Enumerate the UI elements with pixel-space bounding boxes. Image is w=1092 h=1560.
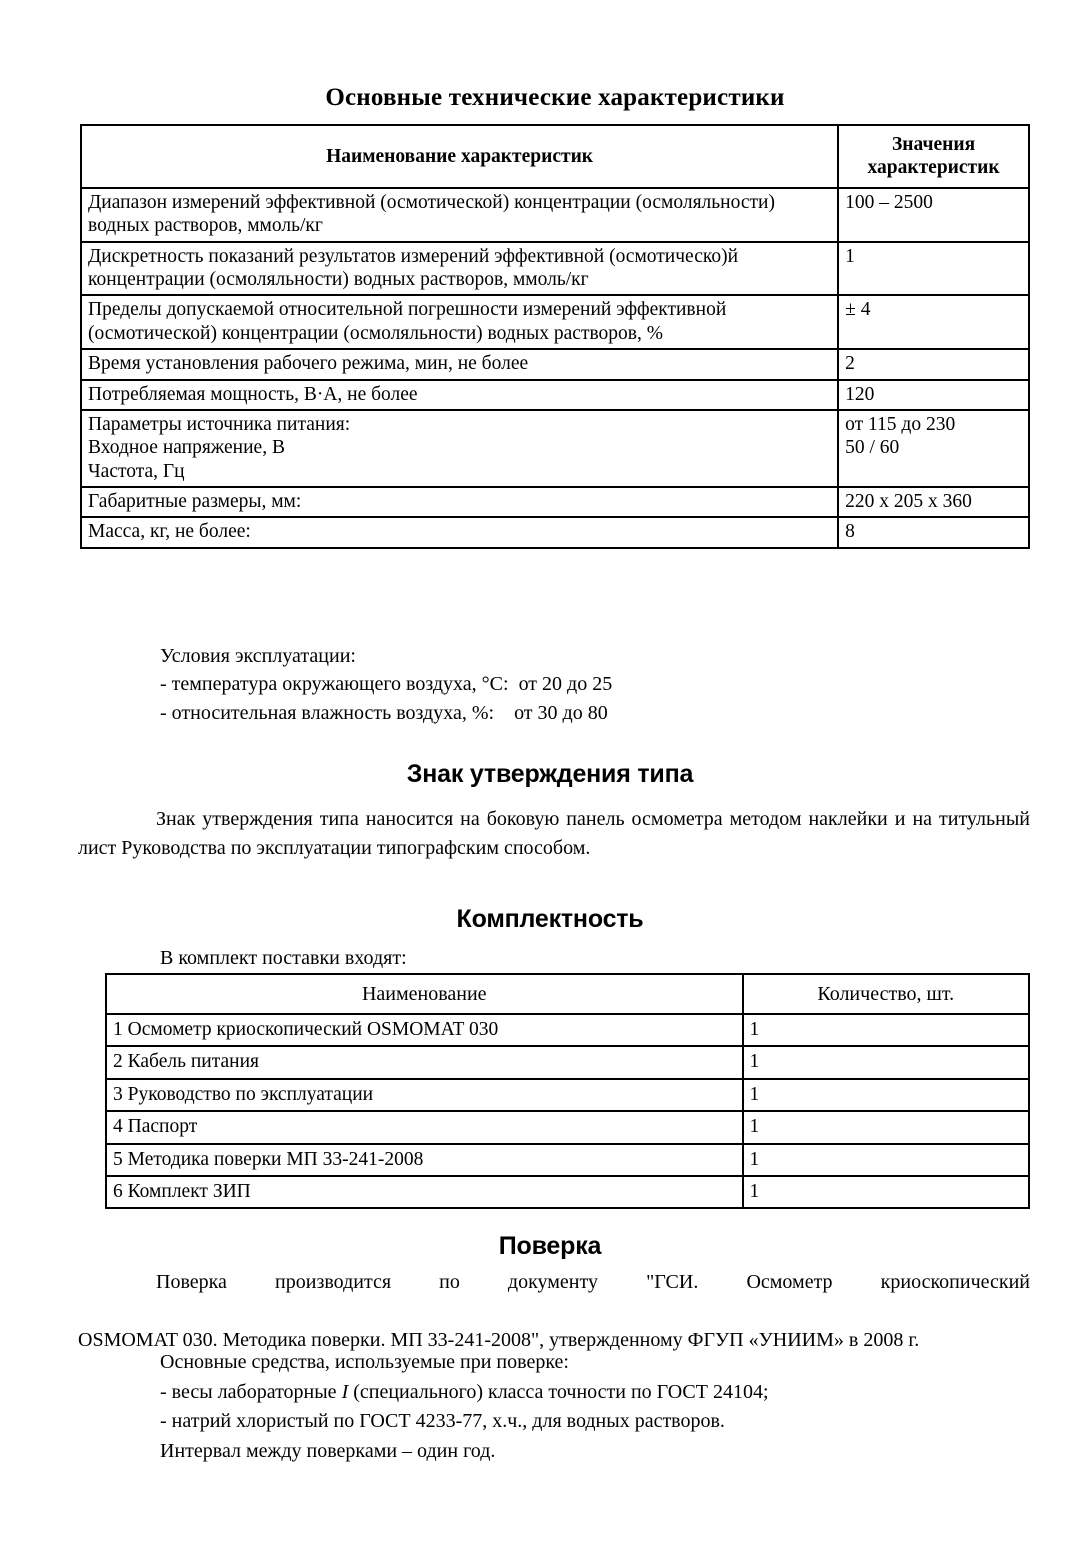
column-header-item-quantity: Количество, шт.: [743, 974, 1029, 1014]
verification-paragraph-rest: OSMOMAT 030. Методика поверки. МП 33-241-2008", утвержденному ФГУП «УНИИМ» в 2008 г.: [78, 1329, 920, 1352]
verification-means-item-scales: [160, 1378, 1020, 1408]
spec-name: Масса, кг, не более:: [81, 517, 838, 547]
page-title: Основные технические характеристики: [325, 84, 785, 111]
spec-name: Пределы допускаемой относительной погрешности измерений эффективной (осмотической) концентрации (осмоляльности) водных растворов, %: [81, 295, 838, 349]
kit-item-quantity: 1: [743, 1014, 1029, 1046]
kit-item-name: 1 Осмометр криоскопический OSMOMAT 030: [106, 1014, 743, 1046]
section-heading-verification: Поверка: [498, 1232, 602, 1260]
verification-means-block: [160, 1348, 1020, 1466]
spec-name: Потребляемая мощность, В·А, не более: [81, 380, 838, 410]
table-row: [81, 517, 1029, 547]
means-scales-suffix: (специального) класса точности по ГОСТ 24104;: [348, 1380, 769, 1403]
table-header-row: [106, 974, 1029, 1014]
section-heading-type-mark: Знак утверждения типа: [406, 760, 694, 788]
verification-means-heading: Основные средства, используемые при поверке:: [160, 1351, 569, 1373]
verification-paragraph-line1: Поверка производится по документу "ГСИ. Осмометр криоскопический: [156, 1271, 1030, 1293]
verification-means-item-sodium-chloride: - натрий хлористый по ГОСТ 4233-77, х.ч., для водных растворов.: [160, 1410, 725, 1433]
column-header-item-name: Наименование: [106, 974, 743, 1014]
spec-value: 120: [838, 380, 1029, 410]
spec-name: Параметры источника питания: Входное напряжение, В Частота, Гц: [81, 410, 838, 487]
spec-value: от 115 до 230 50 / 60: [838, 410, 1029, 487]
kit-item-quantity: 1: [743, 1176, 1029, 1208]
table-row: [81, 188, 1029, 242]
kit-item-name: 4 Паспорт: [106, 1111, 743, 1143]
kit-item-quantity: 1: [743, 1144, 1029, 1176]
operating-conditions-heading: Условия эксплуатации:: [160, 645, 356, 667]
means-scales-prefix: - весы лабораторные: [160, 1380, 342, 1403]
kit-intro-text: В комплект поставки входят:: [160, 947, 407, 969]
table-row: [106, 1079, 1029, 1111]
spec-value: ± 4: [838, 295, 1029, 349]
table-row: [106, 1176, 1029, 1208]
table-row: [106, 1144, 1029, 1176]
kit-item-name: 6 Комплект ЗИП: [106, 1176, 743, 1208]
table-header-row: [81, 125, 1029, 188]
table-row: [81, 380, 1029, 410]
table-row: [81, 295, 1029, 349]
operating-conditions-block: [160, 642, 960, 727]
spec-name: Диапазон измерений эффективной (осмотической) концентрации (осмоляльности) водных растворов, ммоль/кг: [81, 188, 838, 242]
kit-item-name: 3 Руководство по эксплуатации: [106, 1079, 743, 1111]
spec-value: 220 x 205 x 360: [838, 487, 1029, 517]
column-header-characteristic-name: Наименование характеристик: [81, 125, 838, 188]
type-mark-paragraph: Знак утверждения типа наносится на боковую панель осмометра методом наклейки и на титульный лист Руководства по эксплуатации типографским способом.: [78, 808, 1030, 859]
kit-item-quantity: 1: [743, 1046, 1029, 1078]
table-row: [81, 242, 1029, 296]
table-row: [106, 1111, 1029, 1143]
spec-name: Дискретность показаний результатов измерений эффективной (осмотическо)й концентрации (осмоляльности) водных растворов, ммоль/кг: [81, 242, 838, 296]
kit-item-name: 5 Методика поверки МП 33-241-2008: [106, 1144, 743, 1176]
spec-value: 100 – 2500: [838, 188, 1029, 242]
table-row: [81, 410, 1029, 487]
operating-conditions-humidity: - относительная влажность воздуха, %: от 30 до 80: [160, 701, 608, 724]
column-header-characteristic-value: Значения характеристик: [838, 125, 1029, 188]
section-heading-kit: Комплектность: [456, 905, 644, 933]
table-row: [106, 1014, 1029, 1046]
spec-value: 8: [838, 517, 1029, 547]
spec-value: 2: [838, 349, 1029, 379]
kit-item-quantity: 1: [743, 1079, 1029, 1111]
kit-item-quantity: 1: [743, 1111, 1029, 1143]
table-row: [106, 1046, 1029, 1078]
table-row: [81, 349, 1029, 379]
kit-item-name: 2 Кабель питания: [106, 1046, 743, 1078]
means-scales-class: I: [341, 1380, 349, 1403]
spec-name: Время установления рабочего режима, мин, не более: [81, 349, 838, 379]
specifications-table: [80, 124, 1030, 549]
verification-interval: Интервал между поверками – один год.: [160, 1439, 496, 1462]
table-row: [81, 487, 1029, 517]
spec-name: Габаритные размеры, мм:: [81, 487, 838, 517]
kit-table: [105, 973, 1030, 1209]
verification-paragraph: [78, 1268, 1030, 1356]
operating-conditions-temperature: - температура окружающего воздуха, °С: от 20 до 25: [160, 673, 613, 696]
spec-value: 1: [838, 242, 1029, 296]
